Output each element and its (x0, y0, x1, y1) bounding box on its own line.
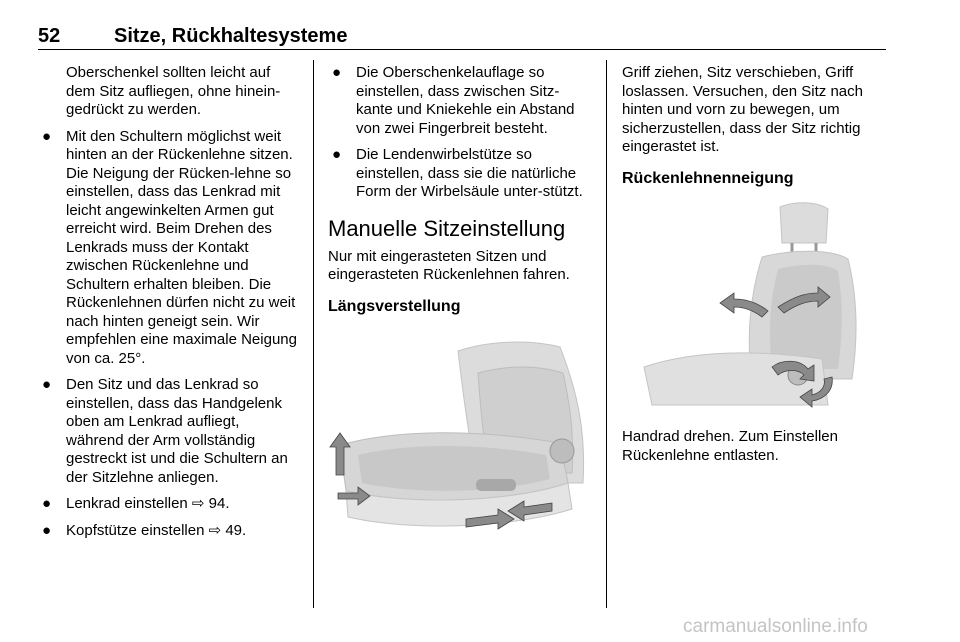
section-title: Manuelle Sitzeinstellung (328, 215, 566, 241)
seat-longitudinal-illustration (328, 333, 592, 545)
bullet-icon: ● (332, 146, 342, 163)
backrest-instructions: Handrad drehen. Zum Einstellen Rückenlehne entlasten. (622, 428, 838, 464)
bullet-icon: ● (42, 127, 52, 145)
list-item-text: Die Lendenwirbelstütze so einstellen, dass sie die natürliche Form der Wirbelsäule unter-stützt. (356, 146, 583, 200)
list-item (38, 522, 300, 541)
bullet-icon: ● (42, 495, 52, 512)
page-header (38, 25, 886, 50)
bullet-icon: ● (332, 64, 342, 81)
page-number: 52 (38, 25, 61, 47)
list-item-text: Den Sitz und das Lenkrad so einstellen, dass das Handgelenk oben am Lenkrad aufliegt, während der Arm vollständig gestreckt ist und die Schultern an der Sitzlehne anliegen. (66, 376, 288, 486)
bullet-icon: ● (42, 521, 52, 539)
watermark: carmanualsonline.info (683, 616, 868, 637)
section-intro: Nur mit eingerasteten Sitzen und eingerasteten Rückenlehnen fahren. (328, 247, 570, 283)
list-item-text: Mit den Schultern möglichst weit hinten an der Rückenlehne sitzen. Die Neigung der Rücken-lehne so einstellen, dass das Lenkrad mit leicht angewinkelten Armen gut erreicht wird. Beim Drehen des Lenkrads muss der Kontakt zwischen Rückenlehne und Schultern erhalten bleiben. Die Rückenlehnen dürfen nicht zu weit nach hinten geneigt sein. Wir empfehlen eine maximale Neigung von ca. 25°. (66, 127, 297, 367)
subheading-longitudinal: Längsverstellung (328, 297, 461, 315)
continuation-paragraph: Oberschenkel sollten leicht auf dem Sitz aufliegen, ohne hinein-gedrückt zu werden. (66, 64, 281, 118)
list-item (328, 146, 594, 202)
column-1 (38, 64, 300, 548)
list-item (38, 128, 300, 369)
list-item (38, 376, 300, 487)
backrest-tilt-illustration (622, 199, 884, 411)
list-item-text: Die Oberschenkelauflage so einstellen, dass zwischen Sitz-kante und Kniekehle ein Abstand von zwei Fingerbreit besteht. (356, 64, 575, 137)
column-2 (328, 64, 594, 560)
list-item (38, 495, 300, 514)
list-item-text: Lenkrad einstellen ⇨ 94. (66, 495, 230, 512)
bullet-icon: ● (42, 376, 52, 393)
subheading-backrest-tilt: Rückenlehnenneigung (622, 169, 794, 187)
column-divider (313, 60, 314, 608)
list-item (328, 64, 594, 138)
longitudinal-instructions: Griff ziehen, Sitz verschieben, Griff loslassen. Versuchen, den Sitz nach hinten und vorn zu bewegen, um sicherzustellen, dass der Sitz richtig eingerastet ist. (622, 64, 863, 155)
column-3 (622, 64, 886, 477)
running-title: Sitze, Rückhaltesysteme (114, 25, 348, 47)
column-divider (606, 60, 607, 608)
list-item-text: Kopfstütze einstellen ⇨ 49. (66, 521, 247, 539)
